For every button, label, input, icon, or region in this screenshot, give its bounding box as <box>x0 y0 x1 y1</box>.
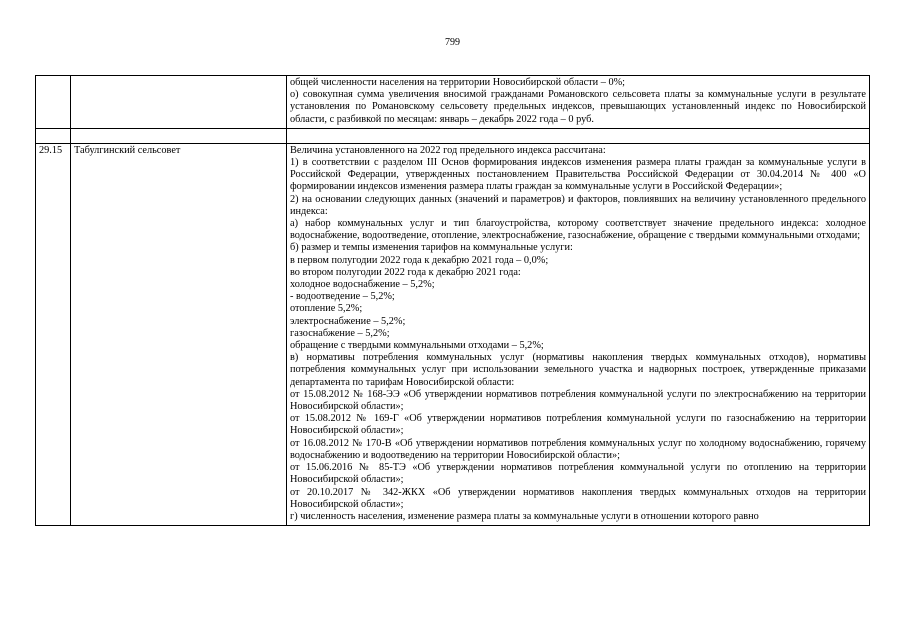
paragraph: холодное водоснабжение – 5,2%; <box>290 279 435 291</box>
paragraph: от 20.10.2017 № 342-ЖКХ «Об утверждении нормативов накопления твердых коммунальных отходов на территории Новосибирской области»; <box>290 486 866 510</box>
paragraph: от 15.06.2016 № 85-ТЭ «Об утверждении нормативов потребления коммунальной услуги по отоплению на территории Новосибирской области»; <box>290 462 866 486</box>
paragraph: отопление 5,2%; <box>290 303 363 315</box>
paragraph: в) нормативы потребления коммунальных услуг (нормативы накопления твердых коммунальных отходов), нормативы потребления коммунальных услуг при использовании земельного участка и надворных построек, утвержденные приказами департамента по тарифам Новосибирской области: <box>290 352 866 388</box>
paragraph: газоснабжение – 5,2%; <box>290 327 390 339</box>
paragraph: от 15.08.2012 № 168-ЭЭ «Об утверждении нормативов потребления коммунальной услуги по электроснабжению на территории Новосибирской области»; <box>290 388 866 413</box>
row-number-cell: 29.15 <box>36 143 71 525</box>
paragraph: общей численности населения на территории Новосибирской области – 0%; <box>290 77 626 88</box>
paragraph: 2) на основании следующих данных (значений и параметров) и факторов, повлиявших на величину установленного предельного индекса: <box>290 193 866 217</box>
row-spacer <box>36 128 870 143</box>
paragraph: 1) в соответствии с разделом III Основ формирования индексов изменения размера платы граждан за коммунальные услуги в Российской Федерации, утвержденных постановлением Правительства Российской Федерации от 30.04.2014 № 400 «О формировании индексов изменения размера платы граждан за коммунальные услуги в Российской Федерации»; <box>290 157 866 193</box>
table-row <box>36 143 870 525</box>
description-cell <box>287 143 870 525</box>
paragraph: электроснабжение – 5,2%; <box>290 315 406 327</box>
paragraph: а) набор коммунальных услуг и тип благоустройства, которому соответствует значение предельного индекса: холодное водоснабжение, водоотведение, отопление, электроснабжение, газоснабжение, обращение с твердыми коммунальными отходами; <box>290 218 866 242</box>
municipality-name-cell: Табулгинский сельсовет <box>71 143 287 525</box>
paragraph: о) совокупная сумма увеличения вносимой гражданами Романовского сельсовета платы за коммунальные услуги в результате установления по Романовскому сельсовету предельных индексов, превышающих установленный индекс по Новосибирской области, с разбивкой по месяцам: январь – декабрь 2022 года – 0 руб. <box>290 89 866 125</box>
indices-table <box>35 75 870 526</box>
paragraph: б) размер и темпы изменения тарифов на коммунальные услуги: <box>290 242 573 254</box>
paragraph: - водоотведение – 5,2%; <box>290 291 395 303</box>
page-number: 799 <box>445 37 460 48</box>
paragraph: г) численность населения, изменение размера платы за коммунальные услуги в отношении которого равно <box>290 510 759 522</box>
paragraph: от 16.08.2012 № 170-В «Об утверждении нормативов потребления коммунальных услуг по холодному водоснабжению, горячему водоснабжению и водоотведению на территории Новосибирской области»; <box>290 437 866 461</box>
municipality-name-cell <box>71 76 287 129</box>
paragraph: обращение с твердыми коммунальными отходами – 5,2%; <box>290 340 544 352</box>
paragraph: Величина установленного на 2022 год предельного индекса рассчитана: <box>290 144 606 156</box>
paragraph: во втором полугодии 2022 года к декабрю 2021 года: <box>290 266 521 278</box>
paragraph: от 15.08.2012 № 169-Г «Об утверждении нормативов потребления коммунальной услуги по газоснабжению на территории Новосибирской области»; <box>290 413 866 437</box>
row-number-cell <box>36 76 71 129</box>
description-cell <box>287 76 870 129</box>
paragraph: в первом полугодии 2022 года к декабрю 2021 года – 0,0%; <box>290 254 549 266</box>
table-row <box>36 76 870 129</box>
